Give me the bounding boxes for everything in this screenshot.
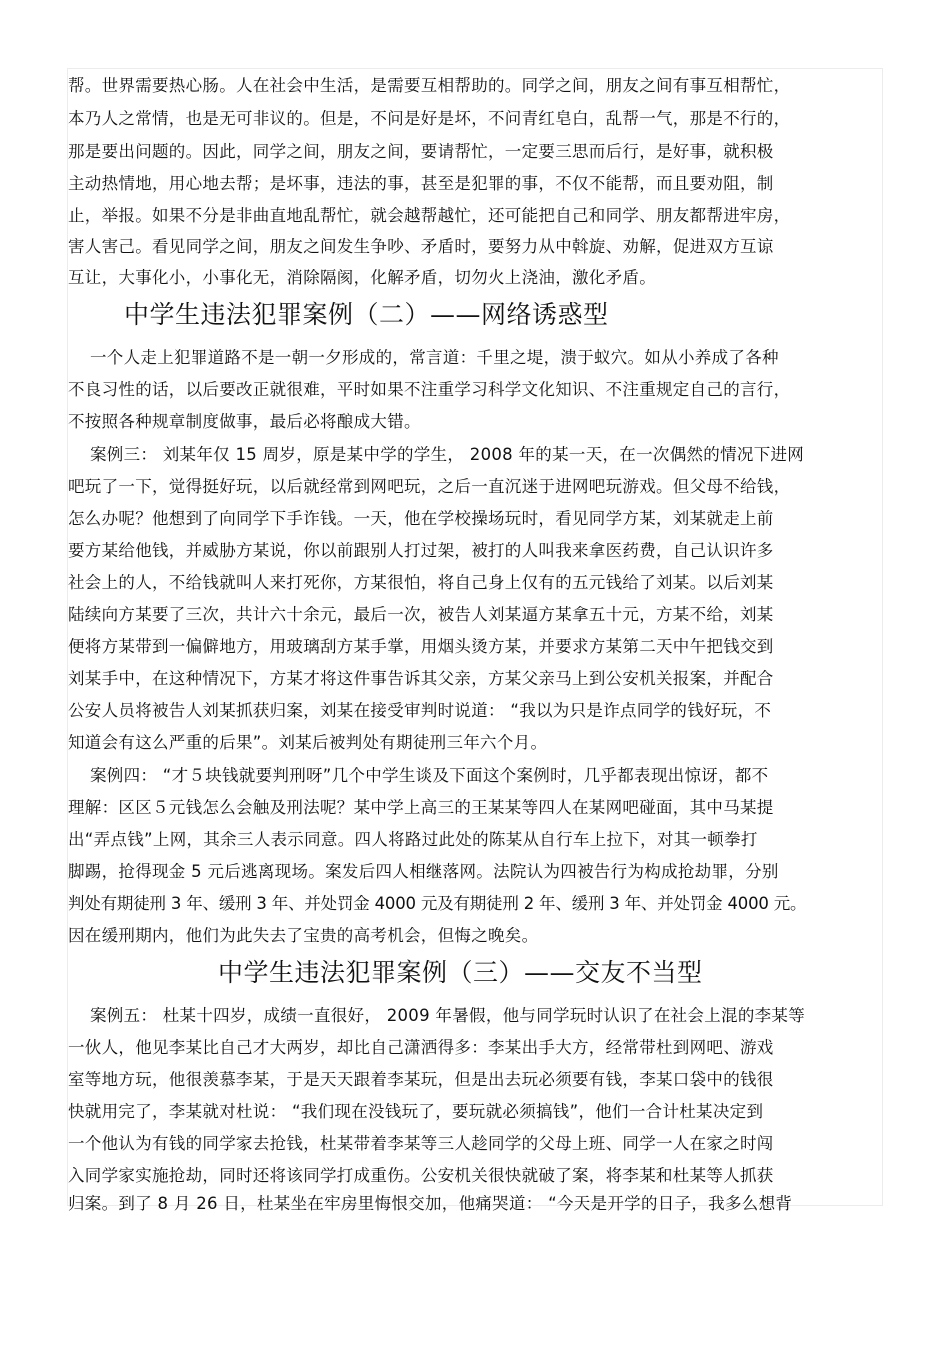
text-line: 社会上的人，不给钱就叫人来打死你，方某很怕，将自己身上仅有的五元钱给了刘某。以后刘某: [68, 573, 774, 592]
text-line: 陆续向方某要了三次，共计六十余元，最后一次，被告人刘某逼方某拿五十元，方某不给，刘某: [68, 605, 774, 624]
text-line: 本乃人之常情，也是无可非议的。但是，不问是好是坏，不问青红皂白，乱帮一气，那是不行的，: [68, 109, 791, 128]
text-line: 互让，大事化小，小事化无，消除隔阂，化解矛盾，切勿火上浇油，激化矛盾。: [68, 268, 656, 287]
text-line: 帮。世界需要热心肠。人在社会中生活，是需要互相帮助的。同学之间，朋友之间有事互相帮忙，: [68, 76, 791, 95]
text-line: 室等地方玩，他很羡慕李某，于是天天跟着李某玩，但是出去玩必须要有钱，李某口袋中的钱很: [68, 1070, 774, 1089]
text-line: 吧玩了一下，觉得挺好玩，以后就经常到网吧玩，之后一直沉迷于进网吧玩游戏。但父母不给钱，: [68, 477, 791, 496]
text-line: 归案。到了 8 月 26 日，杜某坐在牢房里悔恨交加，他痛哭道： “今天是开学的日子，我多么想背: [68, 1194, 793, 1213]
text-line: 主动热情地，用心地去帮；是坏事，违法的事，甚至是犯罪的事，不仅不能帮，而且要劝阻，制: [68, 174, 774, 193]
text-line: 因在缓刑期内，他们为此失去了宝贵的高考机会，但悔之晚矣。: [68, 926, 539, 945]
text-line: 一个他认为有钱的同学家去抢钱，杜某带着李某等三人趁同学的父母上班、同学一人在家之时闯: [68, 1134, 774, 1153]
text-line: 出“弄点钱”上网，其余三人表示同意。四人将路过此处的陈某从自行车上拉下，对其一顿拳打: [68, 830, 758, 849]
text-line: 理解：区区５元钱怎么会触及刑法呢？某中学上高三的王某某等四人在某网吧碰面，其中马某提: [68, 798, 774, 817]
section-heading: 中学生违法犯罪案例（三）——交友不当型: [218, 958, 703, 987]
text-line: 入同学家实施抢劫，同时还将该同学打成重伤。公安机关很快就破了案，将李某和杜某等人抓获: [68, 1166, 774, 1185]
text-line: 那是要出问题的。因此，同学之间，朋友之间，要请帮忙，一定要三思而后行，是好事，就积极: [68, 142, 774, 161]
text-line: 一伙人，他见李某比自己才大两岁，却比自己潇洒得多：李某出手大方，经常带杜到网吧、游戏: [68, 1038, 774, 1057]
document-page: [67, 68, 883, 1213]
text-line: 不按照各种规章制度做事，最后必将酿成大错。: [68, 412, 421, 431]
text-line: 案例四： “才５块钱就要判刑呀”几个中学生谈及下面这个案例时，几乎都表现出惊讶，都不: [90, 766, 769, 785]
section-heading: 中学生违法犯罪案例（二）——网络诱惑型: [124, 300, 609, 329]
text-line: 案例五： 杜某十四岁，成绩一直很好， 2009 年暑假，他与同学玩时认识了在社会上混的李某等: [90, 1006, 806, 1025]
text-line: 刘某手中，在这种情况下，方某才将这件事告诉其父亲，方某父亲马上到公安机关报案，并配合: [68, 669, 774, 688]
text-line: 脚踢，抢得现金 5 元后逃离现场。案发后四人相继落网。法院认为四被告行为构成抢劫罪，分别: [68, 862, 779, 881]
text-line: 知道会有这么严重的后果”。刘某后被判处有期徒刑三年六个月。: [68, 733, 548, 752]
text-line: 要方某给他钱，并威胁方某说，你以前跟别人打过架，被打的人叫我来拿医药费，自己认识许多: [68, 541, 774, 560]
text-line: 判处有期徒刑 3 年、缓刑 3 年、并处罚金 4000 元及有期徒刑 2 年、缓刑 3 年、并处罚金 4000 元。: [68, 894, 807, 913]
text-line: 便将方某带到一偏僻地方，用玻璃刮方某手掌，用烟头烫方某，并要求方某第二天中午把钱交到: [68, 637, 774, 656]
text-line: 一个人走上犯罪道路不是一朝一夕形成的，常言道：千里之堤，溃于蚁穴。如从小养成了各种: [90, 348, 779, 367]
text-line: 不良习性的话，以后要改正就很难，平时如果不注重学习科学文化知识、不注重规定自己的言行，: [68, 380, 791, 399]
text-line: 害人害己。看见同学之间，朋友之间发生争吵、矛盾时，要努力从中斡旋、劝解，促进双方互谅: [68, 237, 774, 256]
text-line: 公安人员将被告人刘某抓获归案，刘某在接受审判时说道： “我以为只是诈点同学的钱好玩，不: [68, 701, 772, 720]
text-line: 案例三： 刘某年仅 15 周岁，原是某中学的学生， 2008 年的某一天，在一次偶然的情况下进网: [90, 445, 805, 464]
text-line: 止，举报。如果不分是非曲直地乱帮忙，就会越帮越忙，还可能把自己和同学、朋友都帮进牢房，: [68, 206, 791, 225]
text-line: 怎么办呢？他想到了向同学下手诈钱。一天，他在学校操场玩时，看见同学方某，刘某就走上前: [68, 509, 774, 528]
text-line: 快就用完了，李某就对杜说： “我们现在没钱玩了，要玩就必须搞钱”，他们一合计杜某决定到: [68, 1102, 764, 1121]
